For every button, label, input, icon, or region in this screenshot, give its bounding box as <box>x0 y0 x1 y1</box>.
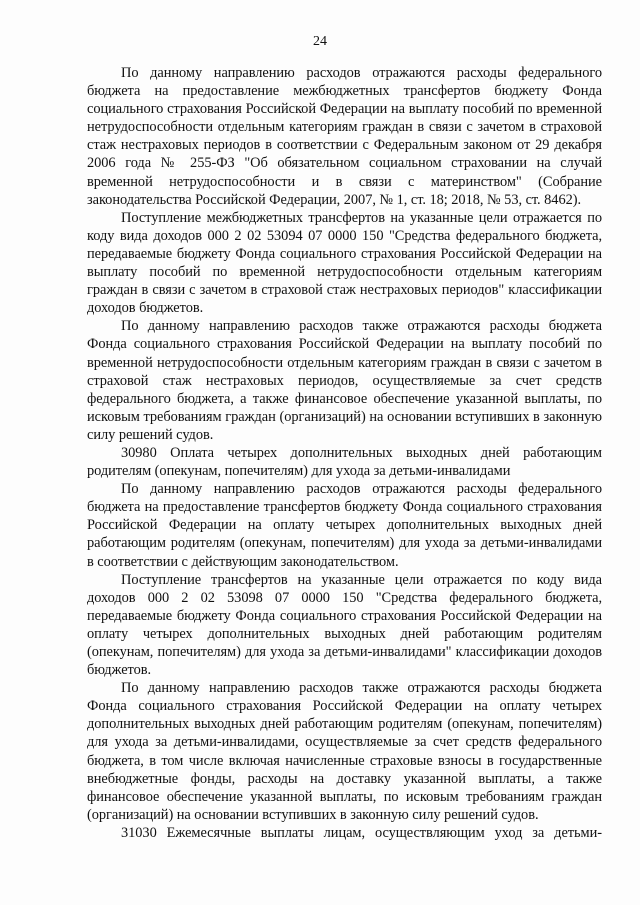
paragraph-expenses-days-off: По данному направлению расходов отражаются расходы федерального бюджета на предоставление трансфертов бюджету Фонда социального страхования Российской Федерации на оплату четырех дополнительных выходных дней работающим родителям (опекунам, попечителям) для ухода за детьми-инвалидами в соответствии с действующим законодательством. <box>87 481 602 570</box>
document-body <box>87 64 602 842</box>
paragraph-expenses-sick-leave: По данному направлению расходов отражаются расходы федерального бюджета на предоставление межбюджетных трансфертов бюджету Фонда социального страхования Российской Федерации на выплату пособий по временной нетрудоспособности отдельным категориям граждан в связи с зачетом в страховой стаж нестраховых периодов в соответствии с Федеральным законом от 29 декабря 2006 года № 255-ФЗ "Об обязательном социальном страховании на случай временной нетрудоспособности и в связи с материнством" (Собрание законодательства Российской Федерации, 2007, № 1, ст. 18; 2018, № 53, ст. 8462). <box>87 65 602 208</box>
section-heading-30980: 30980 Оплата четырех дополнительных выходных дней работающим родителям (опекунам, попечителям) для ухода за детьми-инвалидами <box>87 444 602 480</box>
paragraph-income-code-53098: Поступление трансфертов на указанные цели отражается по коду вида доходов 000 2 02 53098 07 0000 150 "Средства федерального бюджета, передаваемые бюджету Фонда социального страхования Российской Федерации на оплату четырех дополнительных выходных дней работающим родителям (опекунам, попечителям) для ухода за детьми-инвалидами" классификации доходов бюджетов. <box>87 571 602 679</box>
section-heading-31030: 31030 Ежемесячные выплаты лицам, осуществляющим уход за детьми- <box>121 824 602 841</box>
paragraph-fss-days-off: По данному направлению расходов также отражаются расходы бюджета Фонда социального страхования Российской Федерации на оплату четырех дополнительных выходных дней работающим родителям (опекунам, попечителям) для ухода за детьми-инвалидами, осуществляемые за счет средств федерального бюджета, в том числе включая начисленные страховые взносы в государственные внебюджетные фонды, расходы на доставку указанной выплаты, а также финансовое обеспечение указанной выплаты, по исковым требованиям граждан (организаций) на основании вступивших в законную силу решений судов. <box>87 680 602 823</box>
page-number: 24 <box>313 34 327 49</box>
paragraph-income-code-53094: Поступление межбюджетных трансфертов на указанные цели отражается по коду вида доходов 000 2 02 53094 07 0000 150 "Средства федерального бюджета, передаваемые бюджету Фонда социального страхования Российской Федерации на выплату пособий по временной нетрудоспособности отдельным категориям граждан в связи с зачетом в страховой стаж нестраховых периодов" классификации доходов бюджетов. <box>87 209 602 317</box>
paragraph-fss-sick-leave: По данному направлению расходов также отражаются расходы бюджета Фонда социального страхования Российской Федерации на выплату пособий по временной нетрудоспособности отдельным категориям граждан в связи с зачетом в страховой стаж нестраховых периодов, осуществляемые за счет средств федерального бюджета, а также финансовое обеспечение указанной выплаты, по исковым требованиям граждан (организаций) на основании вступивших в законную силу решений судов. <box>87 318 602 443</box>
